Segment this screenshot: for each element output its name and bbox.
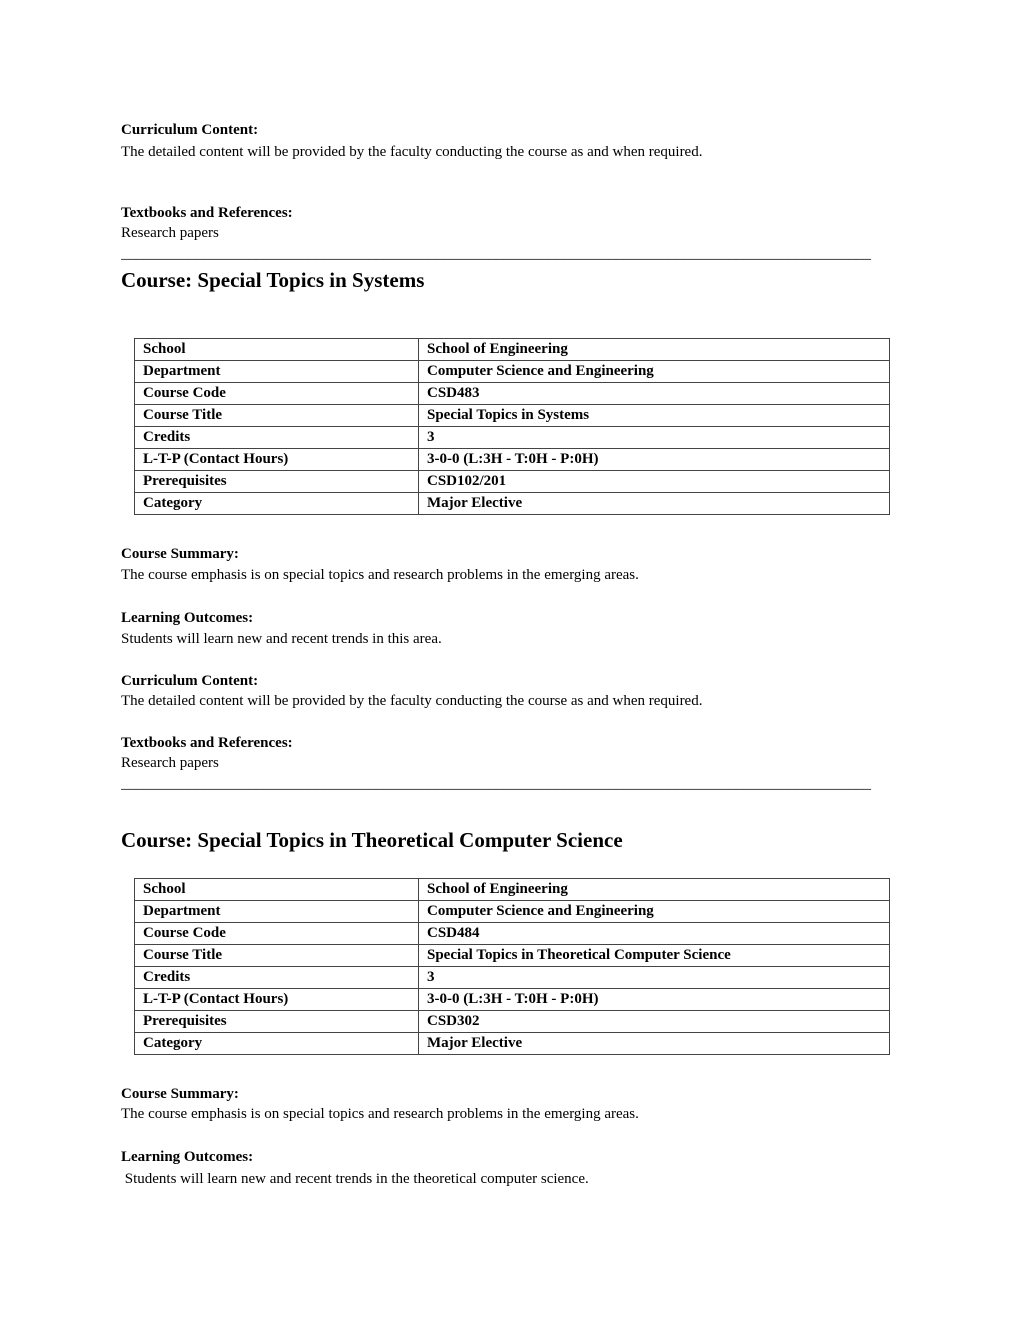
table-key: Department xyxy=(135,361,419,383)
table-key: Prerequisites xyxy=(135,1011,419,1033)
course-title-heading: Course: Special Topics in Theoretical Computer Science xyxy=(121,828,623,852)
summary-heading: Course Summary: xyxy=(121,546,239,562)
table-row xyxy=(135,1011,890,1033)
table-value: CSD102/201 xyxy=(419,471,890,493)
table-row xyxy=(135,967,890,989)
table-row xyxy=(135,405,890,427)
textbooks-text: Research papers xyxy=(121,755,219,771)
table-value: CSD302 xyxy=(419,1011,890,1033)
summary-text: The course emphasis is on special topics and research problems in the emerging areas. xyxy=(121,567,639,583)
curriculum-text: The detailed content will be provided by the faculty conducting the course as and when required. xyxy=(121,144,703,160)
curriculum-heading: Curriculum Content: xyxy=(121,122,259,138)
table-value: School of Engineering xyxy=(419,879,890,901)
table-row xyxy=(135,879,890,901)
table-key: Category xyxy=(135,1033,419,1055)
course-info-table xyxy=(134,338,890,515)
textbooks-text: Research papers xyxy=(121,225,219,241)
table-value: Major Elective xyxy=(419,493,890,515)
course-title-heading: Course: Special Topics in Systems xyxy=(121,268,425,292)
course-info-table xyxy=(134,878,890,1055)
table-value: CSD484 xyxy=(419,923,890,945)
table-row xyxy=(135,493,890,515)
table-row xyxy=(135,945,890,967)
table-key: School xyxy=(135,879,419,901)
table-key: Course Title xyxy=(135,945,419,967)
table-row xyxy=(135,923,890,945)
textbooks-heading: Textbooks and References: xyxy=(121,205,293,221)
table-row xyxy=(135,901,890,923)
outcomes-text: Students will learn new and recent trends in the theoretical computer science. xyxy=(121,1171,589,1187)
section-divider: ____________________________________________________________________________________________________ xyxy=(121,246,871,262)
table-value: Special Topics in Systems xyxy=(419,405,890,427)
summary-heading: Course Summary: xyxy=(121,1086,239,1102)
table-value: Special Topics in Theoretical Computer Science xyxy=(419,945,890,967)
table-row xyxy=(135,339,890,361)
table-value: 3 xyxy=(419,967,890,989)
outcomes-heading: Learning Outcomes: xyxy=(121,1149,254,1165)
table-key: Category xyxy=(135,493,419,515)
curriculum-text: The detailed content will be provided by the faculty conducting the course as and when required. xyxy=(121,693,703,709)
table-value: 3 xyxy=(419,427,890,449)
table-value: 3-0-0 (L:3H - T:0H - P:0H) xyxy=(419,989,890,1011)
summary-text: The course emphasis is on special topics and research problems in the emerging areas. xyxy=(121,1106,639,1122)
table-key: Credits xyxy=(135,427,419,449)
table-row xyxy=(135,383,890,405)
curriculum-heading: Curriculum Content: xyxy=(121,673,259,689)
table-key: Credits xyxy=(135,967,419,989)
section-divider: ____________________________________________________________________________________________________ xyxy=(121,776,871,792)
table-row xyxy=(135,449,890,471)
outcomes-heading: Learning Outcomes: xyxy=(121,610,254,626)
table-key: Department xyxy=(135,901,419,923)
table-key: Course Code xyxy=(135,383,419,405)
table-row xyxy=(135,471,890,493)
table-value: 3-0-0 (L:3H - T:0H - P:0H) xyxy=(419,449,890,471)
table-row xyxy=(135,989,890,1011)
textbooks-heading: Textbooks and References: xyxy=(121,735,293,751)
table-value: Computer Science and Engineering xyxy=(419,901,890,923)
table-key: L-T-P (Contact Hours) xyxy=(135,449,419,471)
outcomes-text: Students will learn new and recent trends in this area. xyxy=(121,631,442,647)
table-value: Computer Science and Engineering xyxy=(419,361,890,383)
table-key: L-T-P (Contact Hours) xyxy=(135,989,419,1011)
table-value: Major Elective xyxy=(419,1033,890,1055)
table-row xyxy=(135,361,890,383)
table-row xyxy=(135,427,890,449)
table-key: Prerequisites xyxy=(135,471,419,493)
table-row xyxy=(135,1033,890,1055)
table-key: Course Title xyxy=(135,405,419,427)
table-key: School xyxy=(135,339,419,361)
table-key: Course Code xyxy=(135,923,419,945)
table-value: CSD483 xyxy=(419,383,890,405)
table-value: School of Engineering xyxy=(419,339,890,361)
